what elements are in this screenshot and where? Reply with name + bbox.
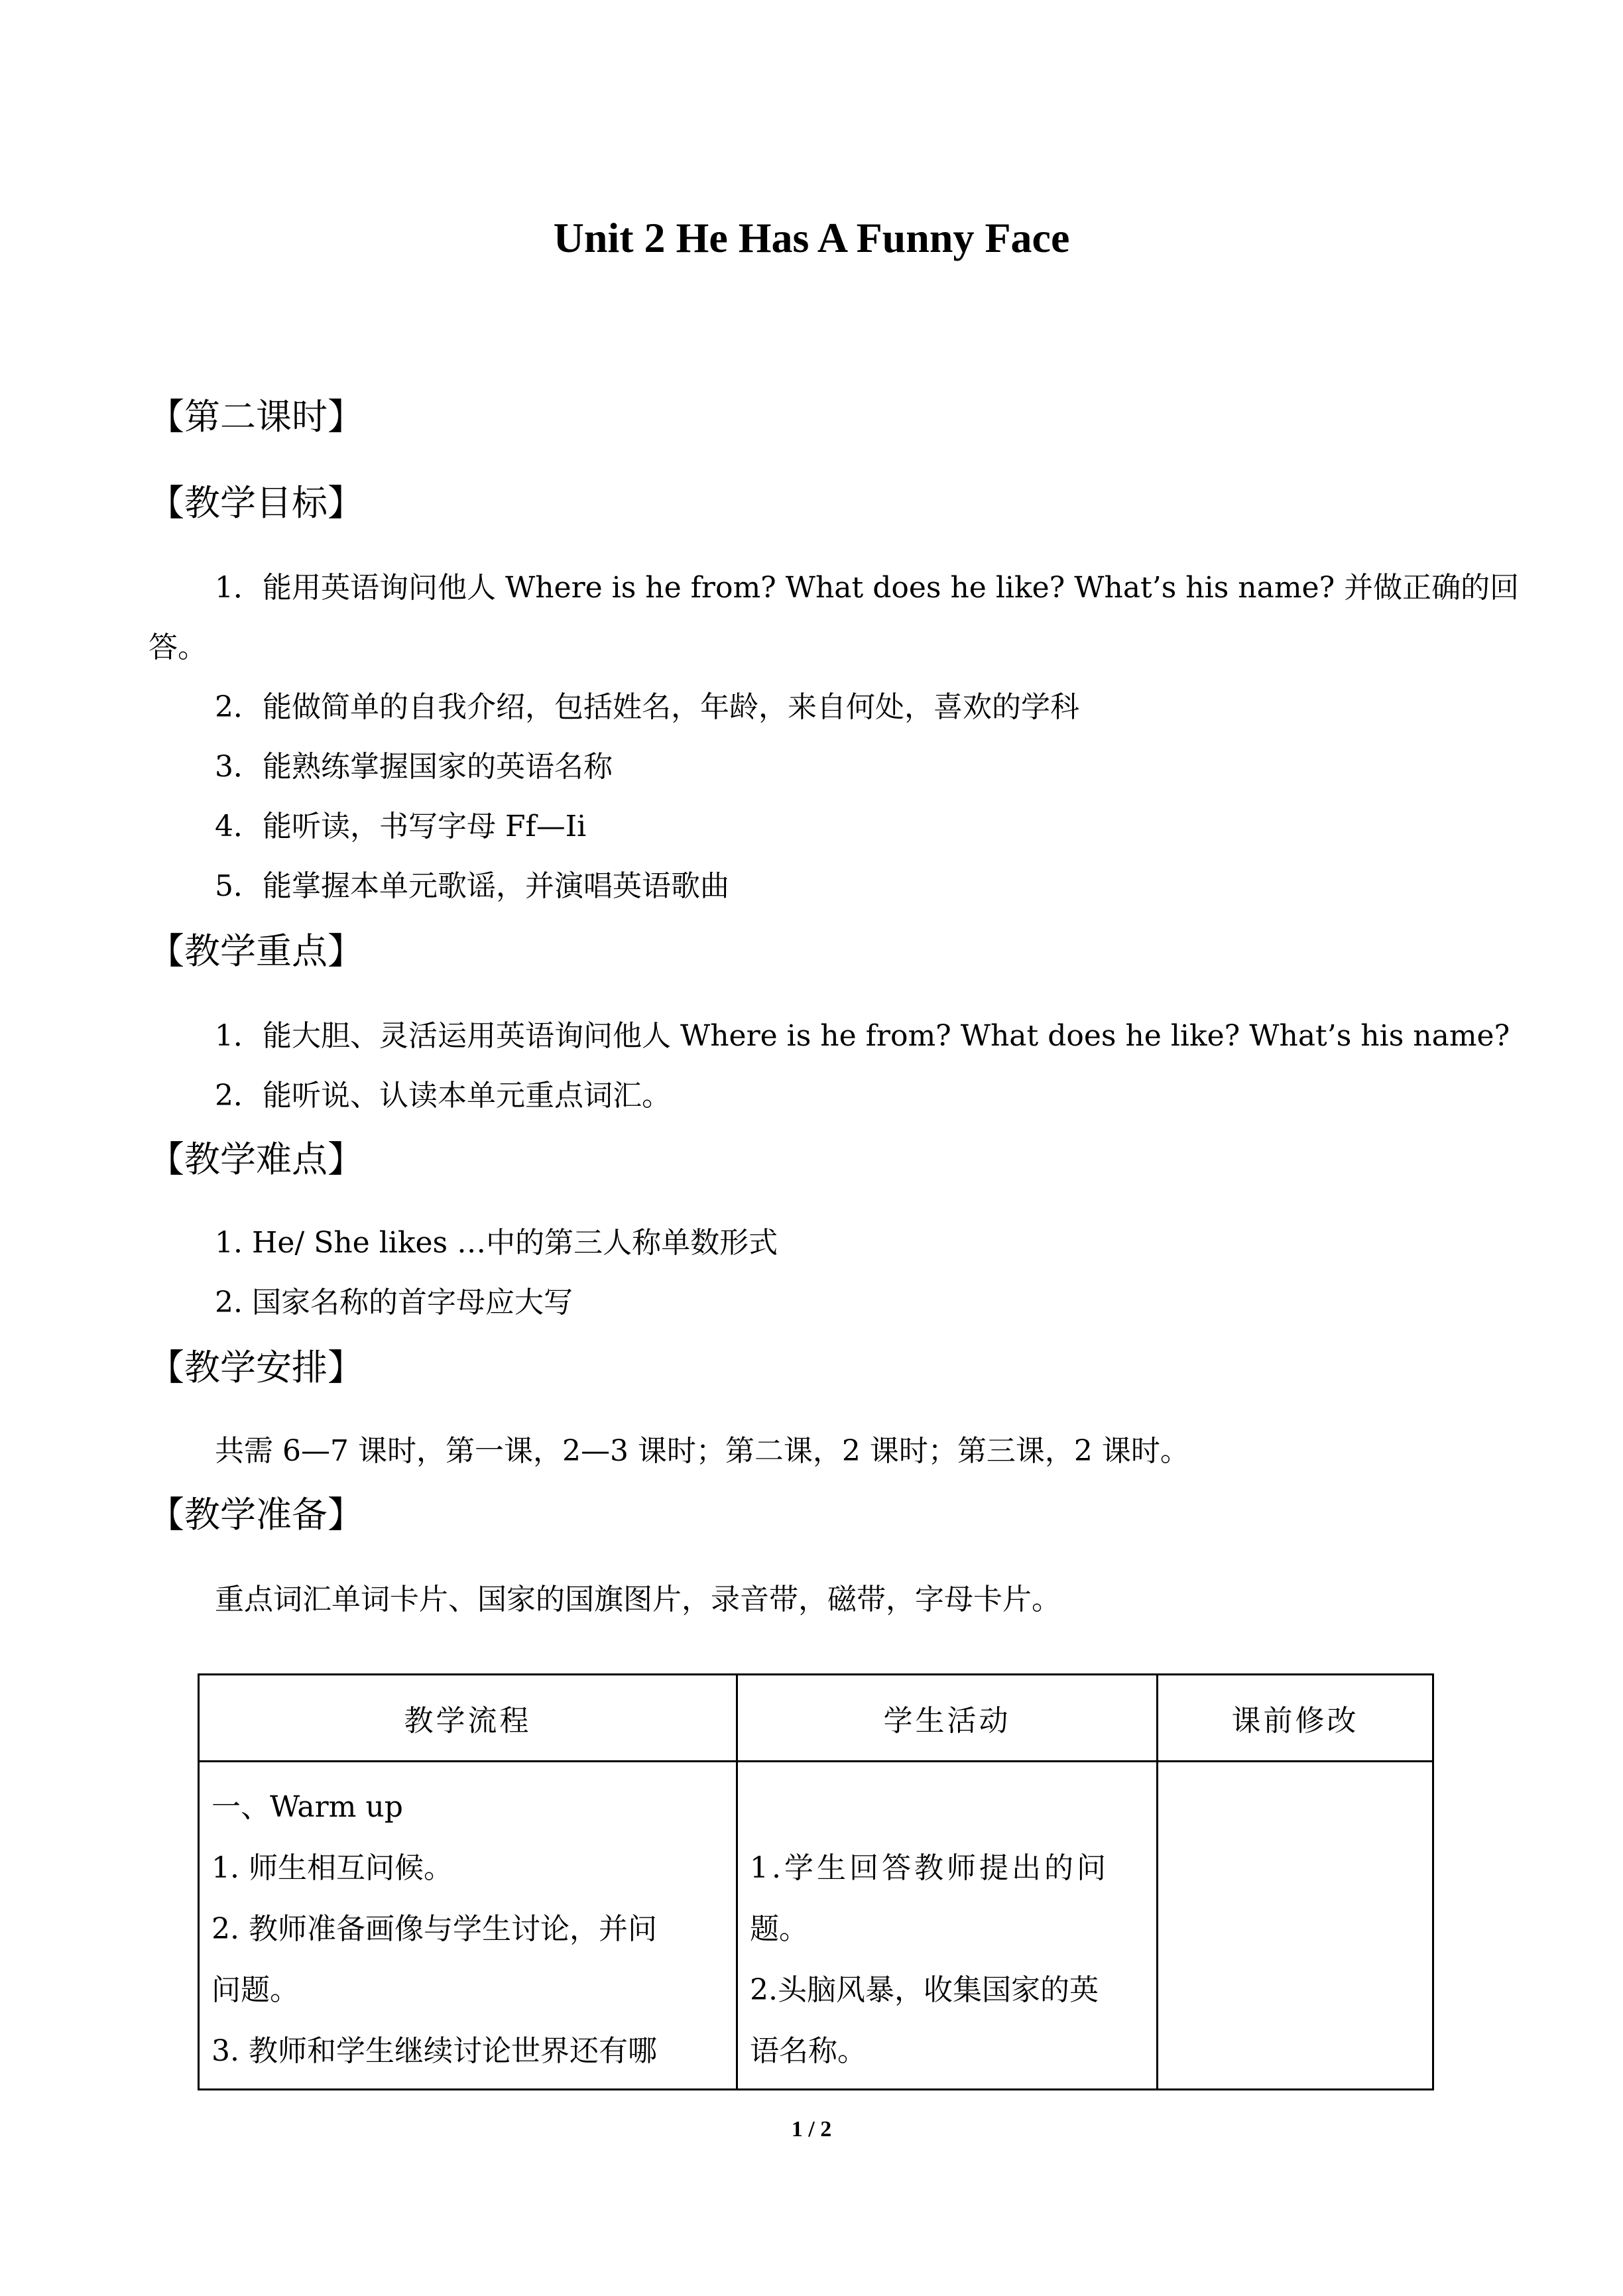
header-process: 教学流程 (199, 1675, 737, 1762)
lesson-heading: 【第二课时】 (149, 396, 363, 438)
objective-item: 答。 (149, 631, 207, 664)
preparation-heading: 【教学准备】 (149, 1494, 363, 1536)
difficulty-item: 2. 国家名称的首字母应大写 (215, 1286, 573, 1319)
process-line: 一、Warm up (211, 1790, 403, 1824)
table-row (199, 1762, 1433, 2090)
student-line: 2.头脑风暴，收集国家的英 (750, 1973, 1099, 2007)
lesson-plan-table (198, 1673, 1434, 2090)
header-revision: 课前修改 (1158, 1675, 1433, 1762)
student-line: 1.学生回答教师提出的问 (750, 1851, 1109, 1885)
page-title: Unit 2 He Has A Funny Face (553, 214, 1070, 261)
difficulties-heading: 【教学难点】 (149, 1138, 363, 1180)
arrangement-text: 共需 6—7 课时，第一课，2—3 课时；第二课，2 课时；第三课，2 课时。 (215, 1434, 1189, 1468)
revision-cell (1158, 1762, 1433, 2090)
table-header-row (199, 1675, 1433, 1762)
student-line (750, 1777, 1144, 1838)
arrangement-heading: 【教学安排】 (149, 1347, 363, 1388)
process-line: 1. 师生相互问候。 (211, 1851, 453, 1885)
difficulty-item: 1. He/ She likes …中的第三人称单数形式 (215, 1226, 778, 1260)
objective-item: 3．能熟练掌握国家的英语名称 (215, 750, 613, 784)
page-number: 1 / 2 (791, 2117, 832, 2142)
process-line: 问题。 (211, 1973, 299, 2007)
student-activity-cell (737, 1762, 1158, 2090)
objective-item: 5．能掌握本单元歌谣，并演唱英语歌曲 (215, 869, 729, 903)
preparation-text: 重点词汇单词卡片、国家的国旗图片，录音带，磁带，字母卡片。 (215, 1583, 1061, 1616)
header-student-activity: 学生活动 (737, 1675, 1158, 1762)
objective-item: 2．能做简单的自我介绍，包括姓名，年龄，来自何处，喜欢的学科 (215, 690, 1079, 724)
process-line: 2. 教师准备画像与学生讨论，并问 (211, 1912, 657, 1946)
objective-item: 1．能用英语询问他人 Where is he from? What does he like? What’s his name? 并做正确的回 (215, 571, 1520, 605)
objective-item: 4．能听读，书写字母 Ff—Ii (215, 810, 587, 843)
key-points-heading: 【教学重点】 (149, 930, 363, 972)
key-point-item: 2．能听说、认读本单元重点词汇。 (215, 1079, 671, 1113)
student-line: 语名称。 (750, 2034, 867, 2068)
objectives-heading: 【教学目标】 (149, 482, 363, 524)
student-line: 题。 (750, 1912, 808, 1946)
key-point-item: 1．能大胆、灵活运用英语询问他人 Where is he from? What does he like? What’s his name? (215, 1019, 1510, 1053)
process-cell (199, 1762, 737, 2090)
process-line: 3. 教师和学生继续讨论世界还有哪 (211, 2034, 657, 2068)
